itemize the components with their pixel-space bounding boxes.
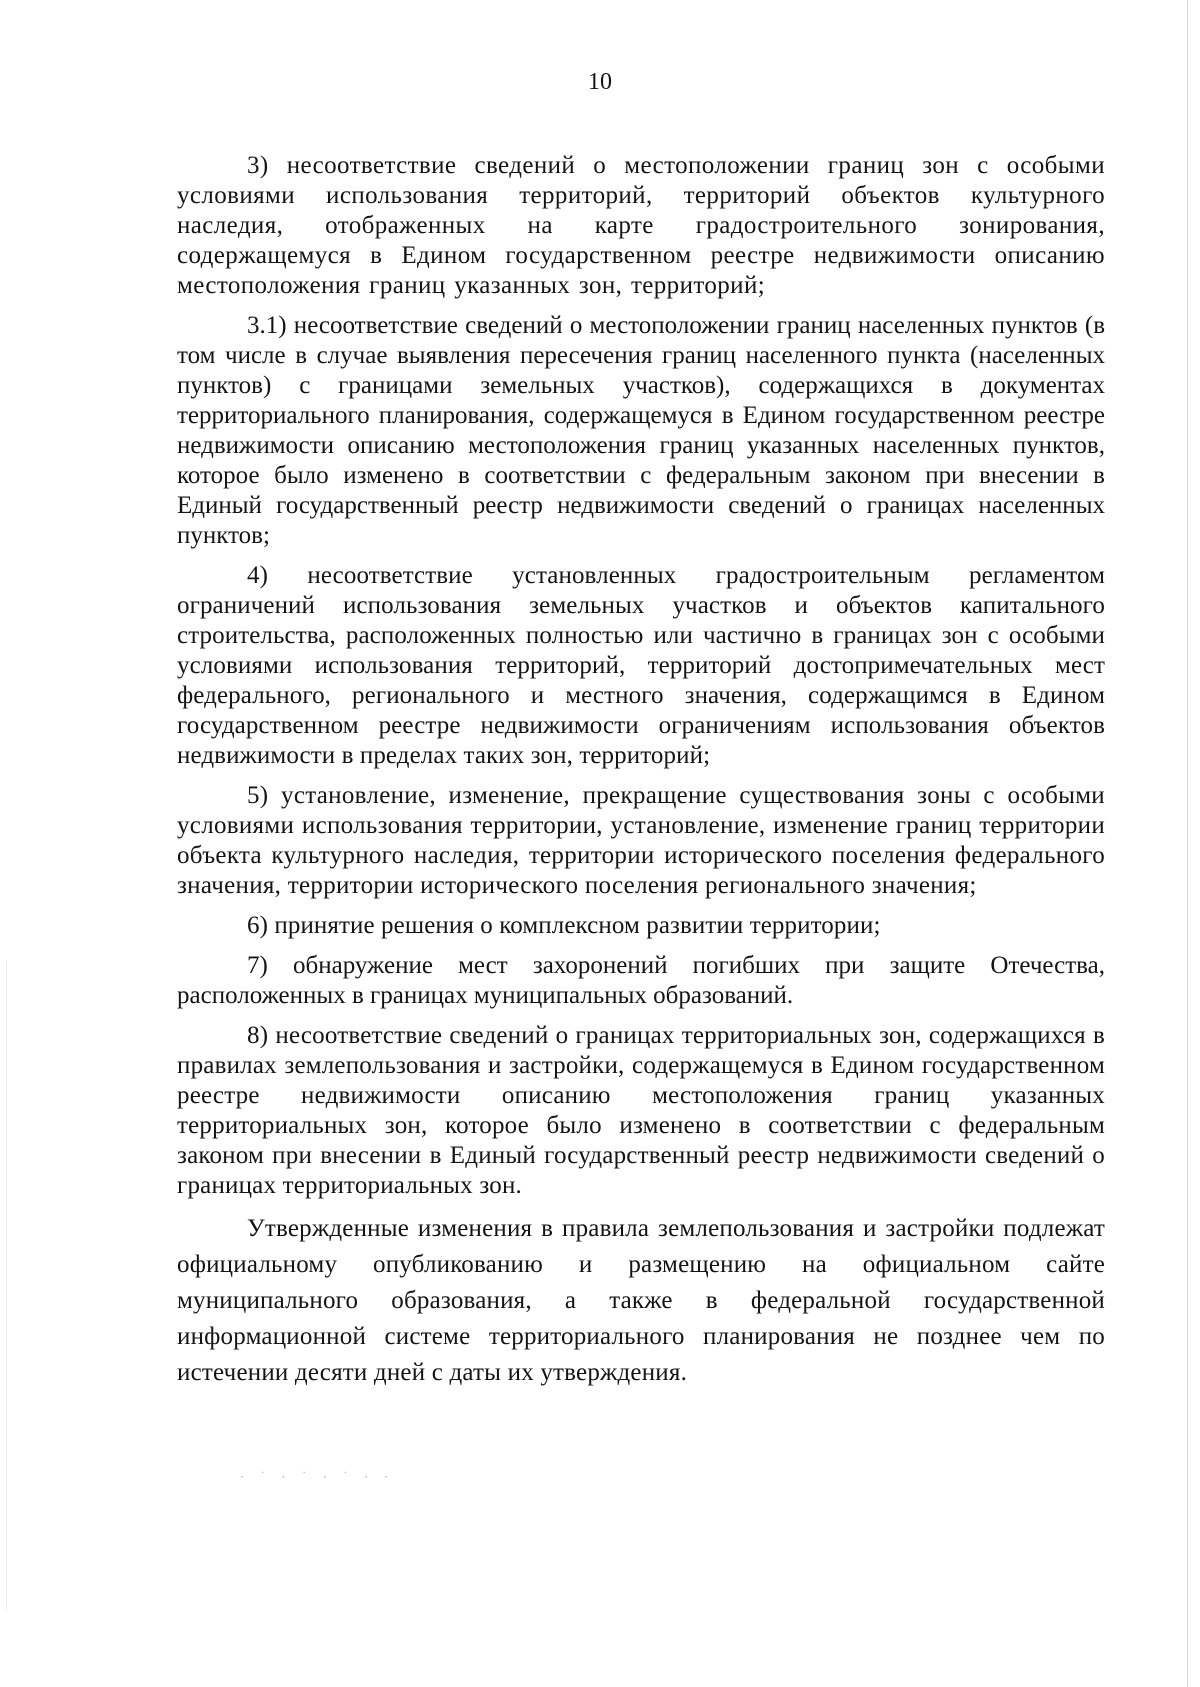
scan-edge-line [1187, 0, 1188, 1687]
document-body [177, 151, 1105, 1401]
scan-specks: · ˙ · ˙ · ˙ · · [240, 1470, 394, 1484]
paragraph-item-8: 8) несоответствие сведений о границах территориальных зон, содержащихся в правилах землепользования и застройки, содержащемуся в Едином государственном реестре недвижимости описанию местоположения границ указанных территориальных зон, которое было изменено в соответствии с федеральным законом при внесении в Единый государственный реестр недвижимости сведений о границах территориальных зон. [177, 1022, 1105, 1199]
paragraph-approval: Утвержденные изменения в правила землепользования и застройки подлежат официальному опубликованию и размещению на официальном сайте муниципального образования, а также в федеральной государственной информационной системе территориального планирования не позднее чем по истечении десяти дней с даты их утверждения. [177, 1215, 1105, 1386]
paragraph-item-3-1: 3.1) несоответствие сведений о местоположении границ населенных пунктов (в том числе в случае выявления пересечения границ населенного пункта (населенных пунктов) с границами земельных участков), содержащихся в документах территориального планирования, содержащемуся в Едином государственном реестре недвижимости описанию местоположения границ указанных населенных пунктов, которое было изменено в соответствии с федеральным законом при внесении в Единый государственный реестр недвижимости сведений о границах населенных пунктов; [177, 312, 1105, 549]
paragraph-item-3: 3) несоответствие сведений о местоположении границ зон с особыми условиями использования территорий, территорий объектов культурного наследия, отображенных на карте градостроительного зонирования, содержащемуся в Едином государственном реестре недвижимости описанию местоположения границ указанных зон, территорий; [177, 152, 1105, 299]
paragraph-item-6: 6) принятие решения о комплексном развитии территории; [247, 912, 881, 939]
page-number: 10 [588, 69, 612, 95]
scan-edge-line-left [6, 960, 7, 1610]
paragraph-item-7: 7) обнаружение мест захоронений погибших при защите Отечества, расположенных в границах муниципальных образований. [177, 952, 1105, 1009]
paragraph-item-5: 5) установление, изменение, прекращение существования зоны с особыми условиями использования территории, установление, изменение границ территории объекта культурного наследия, территории исторического поселения федерального значения, территории исторического поселения регионального значения; [177, 782, 1105, 899]
paragraph-item-4: 4) несоответствие установленных градостроительным регламентом ограничений использования земельных участков и объектов капитального строительства, расположенных полностью или частично в границах зон с особыми условиями использования территорий, территорий достопримечательных мест федерального, регионального и местного значения, содержащимся в Едином государственном реестре недвижимости ограничениям использования объектов недвижимости в пределах таких зон, территорий; [177, 562, 1105, 769]
